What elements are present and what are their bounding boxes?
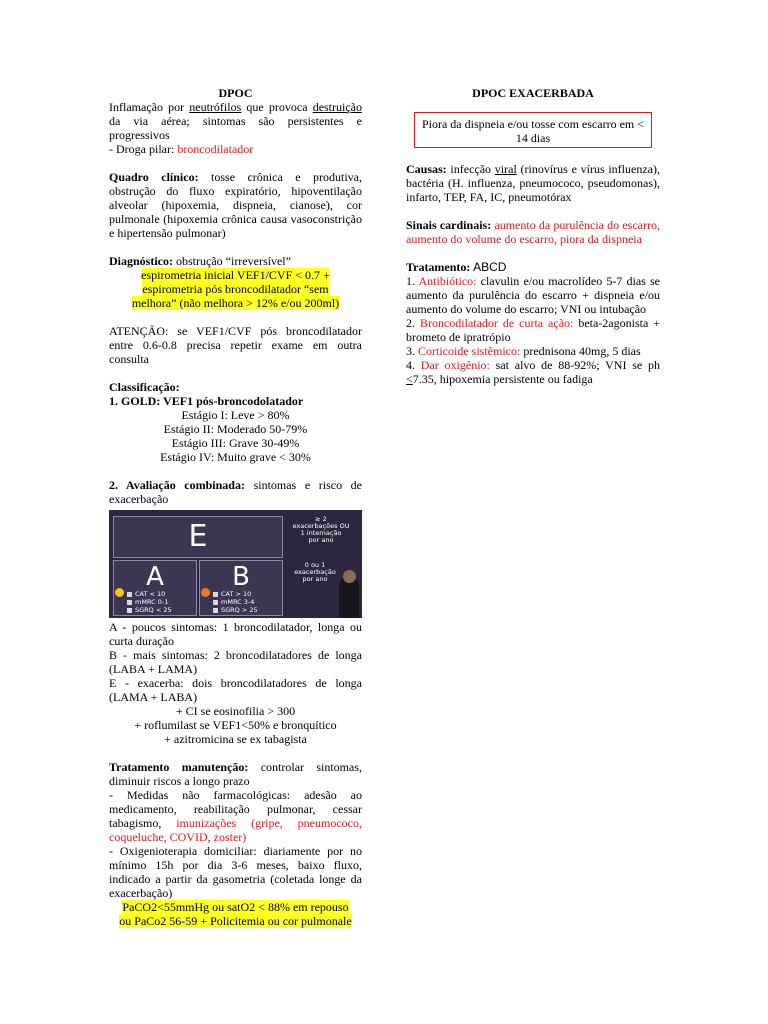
estagio-1: Estágio I: Leve > 80% [181,408,290,422]
sinais-label: Sinais cardinais: [406,218,492,232]
a-crit-item: CAT < 10 [135,590,166,598]
item-label: Antibiótico: [418,274,477,288]
causas-label: Causas: [406,162,447,176]
checkbox-icon [127,592,132,597]
item-number: 2. [406,316,420,330]
item-label: Corticoide sistêmico: [418,344,521,358]
grupo-e-add-2: + roflumilast se VEF1<50% e bronquítico [134,718,337,732]
gold-heading: 1. GOLD: VEF1 pós-broncodolatador [109,394,304,408]
checkbox-icon [127,608,132,613]
avaliacao-combinada [109,478,362,506]
criteria-line: espirometria inicial VEF1/CVF < 0.7 + [141,268,330,282]
criteria-line: espirometria pós broncodilatador “sem [142,282,329,296]
left-column [109,86,362,928]
intro-part: da via aérea; sintomas são persistentes e progressivos [109,114,362,142]
tratamento-item-1 [406,274,660,316]
item-text: prednisona 40mg, 5 dias [520,344,641,358]
viral-term: viral [494,162,517,176]
grupo-b: B - mais sintomas: 2 broncodilatadores de longa (LABA + LAMA) [109,648,362,676]
definition-box: Piora da dispneia e/ou tosse com escarro em < 14 dias [414,112,652,148]
sad-face-icon [201,588,210,597]
classificacao-heading: Classificação: [109,380,180,394]
checkbox-icon [127,600,132,605]
tratamento-item-4 [406,358,660,386]
letter-b: B [232,562,250,592]
intro-part: Inflamação por [109,100,190,114]
checkbox-icon [213,600,218,605]
item-text: beta-2agonista + brometo de ipratrópio [406,316,660,344]
grupo-e-add-3: + azitromicina se ex tabagista [164,732,307,746]
droga-label: - Droga pilar: [109,142,178,156]
ab-crit-line: exacerbação [294,568,336,576]
presenter-head [343,570,356,583]
medidas-nao-farmacologicas [109,788,362,844]
tratamento-item-3 [406,344,660,358]
grupo-e-add-1: + CI se eosinofilia > 300 [175,704,296,718]
sinais-text: aumento da purulência do escarro, aumento do volume do escarro, piora da dispneia [406,218,660,246]
criteria-line: melhora” (não melhora > 12% e/ou 200ml) [131,296,340,310]
manutencao-label: Tratamento manutenção: [109,760,249,774]
item-number: 1. [406,274,419,288]
tratamento-label: Tratamento: [406,260,471,274]
diagnostico-text: obstrução “irreversível” [173,254,291,268]
ab-crit-line: 0 ou 1 [304,561,326,569]
destruicao-term: destruição [312,100,362,114]
oxigenio-criteria [109,900,362,928]
intro-part: que provoca [241,100,313,114]
a-crit-item: mMRC 0-1 [135,598,169,606]
medidas-text: - Medidas não farmacológicas: adesão ao medicamento, reabilitação pulmonar, cessar tabagismo, [109,788,362,830]
diagnostico [109,254,362,268]
causas [406,162,660,204]
happy-face-icon [115,588,124,597]
tratamento-item-2 [406,316,660,344]
quadro-clinico [109,170,362,240]
right-column [406,86,660,386]
item-text: sat alvo de 88-92%; VNI se ph [489,358,661,372]
item-number: 3. [406,344,418,358]
diagnostico-criteria [109,268,362,310]
diagnostico-label: Diagnóstico: [109,254,173,268]
causas-text: (rinovírus e vírus influenza), bactéria (H. influenza, pneumococo, pseudomonas), infarto, TEP, FA, IC, pneumotórax [406,162,660,204]
e-crit-line: exacerbações OU [292,522,350,530]
avaliacao-text: sintomas e risco de exacerbação [109,478,362,506]
item-text: 7.35, hipoxemia persistente ou fadiga [412,372,593,386]
e-crit-line: 1 internação [300,529,342,537]
ab-criteria-text [285,562,345,583]
b-crit-item: mMRC 3-4 [221,598,255,606]
droga-value: broncodilatador [177,142,254,156]
avaliacao-label: 2. Avaliação combinada: [109,478,245,492]
quadro-label: Quadro clínico: [109,170,199,184]
causas-text: infecção [446,162,495,176]
atencao-note: ATENÇÃO: se VEF1/CVF pós broncodilatador entre 0.6-0.8 precisa repetir exame em outra consulta [109,324,362,366]
tratamento-manutencao [109,760,362,788]
gold-abe-figure [109,510,362,618]
b-crit-item: CAT > 10 [221,590,252,598]
classificacao-label [109,380,362,394]
intro-paragraph [109,100,362,142]
oxigenio-crit-line: ou PaCo2 56-59 + Policitemia ou cor pulmonale [119,914,352,928]
droga-pilar-line [109,142,362,156]
item-label: Broncodilatador de curta ação: [419,316,574,330]
grupo-a: A - poucos sintomas: 1 broncodilatador, longa ou curta duração [109,620,362,648]
letter-a: A [146,562,164,592]
estagio-2: Estágio II: Moderado 50-79% [163,422,308,436]
b-crit-item: SGRQ > 25 [221,606,258,614]
imunizacoes-text: imunizações (gripe, pneumococo, coqueluche, COVID, zoster) [109,816,362,844]
gold-label [109,394,362,408]
item-label: Dar oxigênio: [420,358,490,372]
tratamento-text: ABCD [470,260,507,274]
estagio-4: Estágio IV: Muito grave < 30% [160,450,311,464]
e-crit-line: ≥ 2 [315,515,327,523]
neutrofilos-term: neutrófilos [189,100,242,114]
dpoc-exacerbada-title: DPOC EXACERBADA [472,86,594,100]
ab-crit-line: por ano [302,575,328,583]
b-criteria [213,590,258,614]
dpoc-title: DPOC [218,86,253,100]
checkbox-icon [213,608,218,613]
checkbox-icon [213,592,218,597]
tratamento [406,260,660,274]
manutencao-text: controlar sintomas, diminuir riscos a longo prazo [109,760,363,788]
a-criteria [127,590,172,614]
oxigenio-crit-line: PaCO2<55mmHg ou satO2 < 88% em repouso [122,900,349,914]
item-number: 4. [406,358,421,372]
a-crit-item: SGRQ < 25 [135,606,172,614]
item-text: clavulin e/ou macrolídeo 5-7 dias se aumento da purulência do escarro + dispneia e/ou aumento do volume do escarro; VNI ou intubação [406,274,660,316]
e-criteria-text [285,516,357,544]
quadro-text: tosse crônica e produtiva, obstrução do fluxo expiratório, hipoventilação alveolar (hipoxemia, dispneia, cianose), cor pulmonale (hipoxemia crônica causa vasoconstrição e hipertensão pulmonar) [109,170,363,240]
e-crit-line: por ano [308,536,334,544]
sinais-cardinais [406,218,660,246]
grupo-e: E - exacerba: dois broncodilatadores de longa (LAMA + LABA) [109,676,362,704]
item-text: < [406,372,413,386]
letter-e: E [188,519,208,554]
oxigenioterapia: - Oxigenioterapia domiciliar: diariamente por no mínimo 15h por dia 3-6 meses, baixo fluxo, indicado a partir da gasometria (coletada longe da exacerbação) [109,844,362,900]
estagio-3: Estágio III: Grave 30-49% [171,436,300,450]
